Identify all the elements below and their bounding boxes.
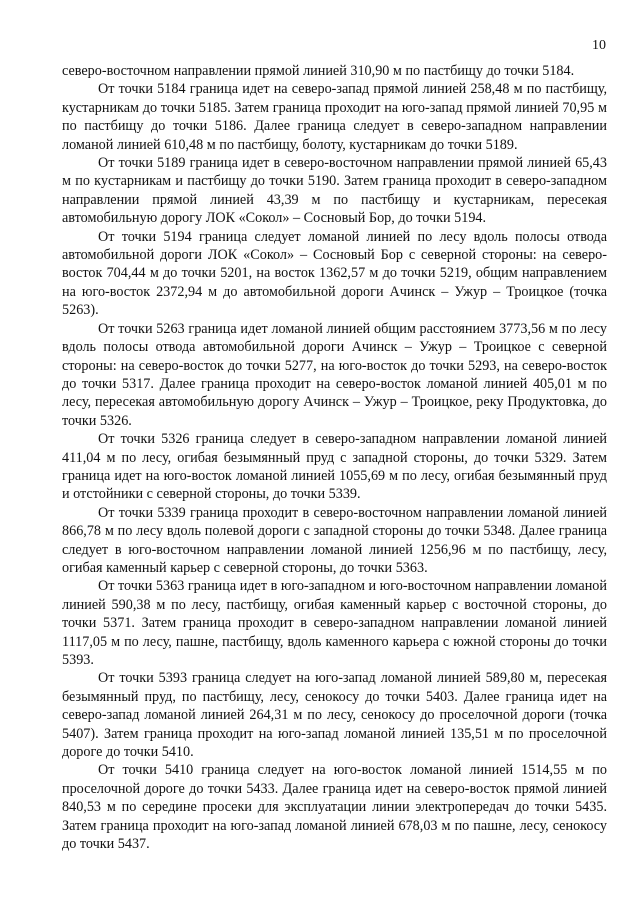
paragraph-9: От точки 5393 граница следует на юго-запад ломаной линией 589,80 м, пересекая безымянный пруд, по пастбищу, лесу, сенокосу до точки 5403. Далее граница идет на северо-запад ломаной линией 264,31 м по лесу, сенокосу до проселочной дороги (точка 5407). Затем граница проходит на юго-запад ломаной линией 135,51 м по проселочной дороге до точки 5410. [62,670,607,761]
paragraph-6: От точки 5326 граница следует в северо-западном направлении ломаной линией 411,04 м по лесу, огибая безымянный пруд с западной стороны, до точки 5329. Затем граница идет на юго-восток ломаной линией 1055,69 м по лесу, огибая безымянный пруд и отстойники с северной стороны, до точки 5339. [62,431,607,503]
paragraph-5: От точки 5263 граница идет ломаной линией общим расстоянием 3773,56 м по лесу вдоль полосы отвода автомобильной дороги Ачинск – Ужур – Троицкое с северной стороны: на северо-восток до точки 5277, на юго-восток до точки 5293, на северо-восток до точки 5317. Далее граница проходит на северо-восток ломаной линией 405,01 м по лесу, пересекая автомобильную дорогу Ачинск – Ужур – Троицкое, реку Продуктовка, до точки 5326. [62,320,607,429]
document-body [62,62,607,853]
page-number: 10 [592,38,606,53]
paragraph-8: От точки 5363 граница идет в юго-западном и юго-восточном направлении ломаной линией 590,38 м по лесу, пастбищу, огибая каменный карьер с восточной стороны, до точки 5371. Затем граница проходит в северо-западном направлении ломаной линией 1117,05 м по лесу, пашне, пастбищу, вдоль каменного карьера с южной стороны до точки 5393. [62,578,607,668]
paragraph-10: От точки 5410 граница следует на юго-восток ломаной линией 1514,55 м по проселочной дороге до точки 5433. Далее граница идет на северо-восток прямой линией 840,53 м по середине просеки для эксплуатации линии электропередач до точки 5435. Затем граница проходит на юго-запад ломаной линией 678,03 м по пашне, лесу, сенокосу до точки 5437. [62,762,607,853]
paragraph-1: северо-восточном направлении прямой линией 310,90 м по пастбищу до точки 5184. [62,63,575,79]
paragraph-2: От точки 5184 граница идет на северо-запад прямой линией 258,48 м по пастбищу, кустарникам до точки 5185. Затем граница проходит на юго-запад прямой линией 70,95 м по пастбищу до точки 5186. Далее граница следует в северо-западном направлении ломаной линией 610,48 м по пастбищу, болоту, кустарникам до точки 5189. [62,81,607,153]
paragraph-4: От точки 5194 граница следует ломаной линией по лесу вдоль полосы отвода автомобильной дороги ЛОК «Сокол» – Сосновый Бор с северной стороны: на северо-восток 704,44 м до точки 5201, на восток 1362,57 м до точки 5219, общим направлением на юго-восток 2372,94 м до автомобильной дороги Ачинск – Ужур – Троицкое (точка 5263). [62,228,607,319]
paragraph-7: От точки 5339 граница проходит в северо-восточном направлении ломаной линией 866,78 м по лесу вдоль полевой дороги с западной стороны до точки 5348. Далее граница следует в юго-восточном направлении ломаной линией 1256,96 м по пастбищу, лесу, огибая каменный карьер с северной стороны, до точки 5363. [62,504,607,576]
paragraph-3: От точки 5189 граница идет в северо-восточном направлении прямой линией 65,43 м по кустарникам и пастбищу до точки 5190. Затем граница проходит в северо-западном направлении прямой линией 43,39 м по пастбищу и кустарникам, пересекая автомобильную дорогу ЛОК «Сокол» – Сосновый Бор, до точки 5194. [62,155,607,227]
